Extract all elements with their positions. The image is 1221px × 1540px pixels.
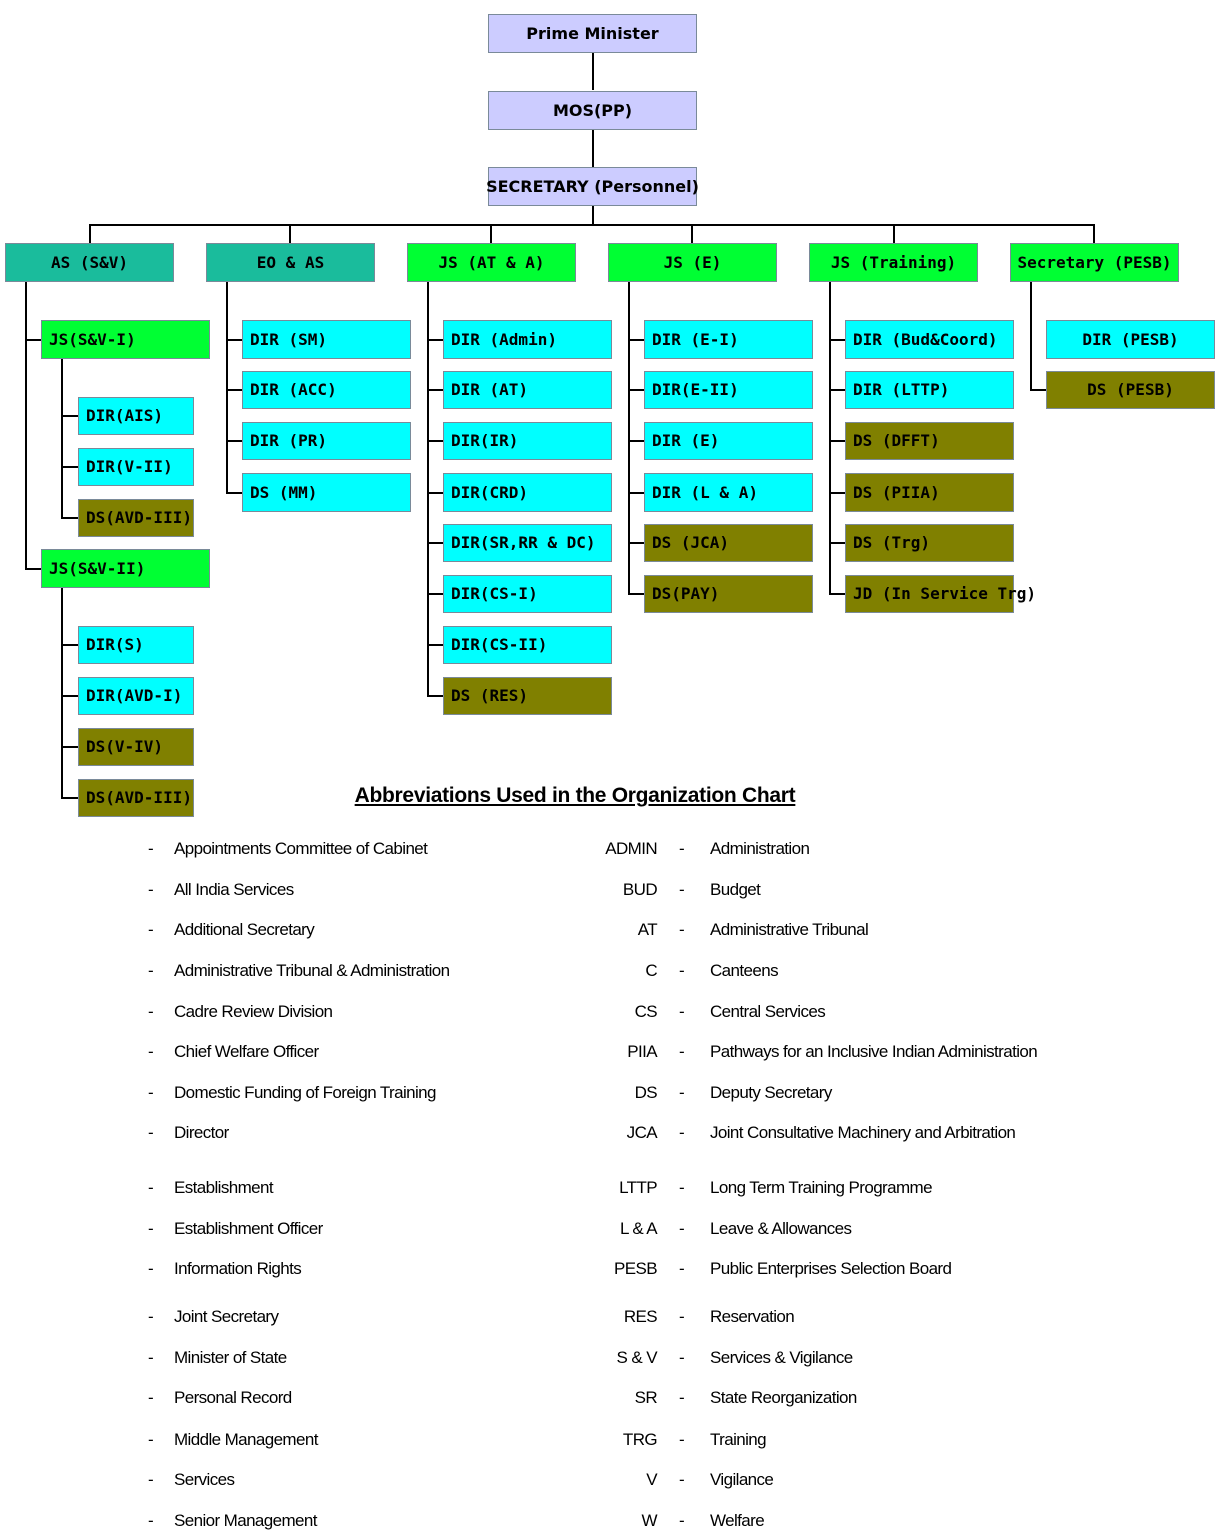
- connector-line: [893, 224, 895, 244]
- abbreviation-row: [0, 1307, 1221, 1331]
- abbreviation-dash: -: [148, 1219, 154, 1238]
- abbreviation-code: ADMIN: [605, 839, 657, 858]
- abbreviation-definition: Additional Secretary: [174, 920, 315, 939]
- ds-avd-iii-box: DS(AVD-III): [78, 499, 194, 537]
- ds-trg-box: DS (Trg): [845, 524, 1014, 562]
- abbreviation-dash: -: [148, 1388, 154, 1407]
- connector-line: [61, 358, 63, 519]
- abbreviation-code: PIIA: [627, 1042, 657, 1061]
- head-as-sv-box: AS (S&V): [5, 243, 174, 282]
- dir-v-ii-box: DIR(V-II): [78, 448, 194, 486]
- connector-line: [628, 542, 645, 544]
- abbreviation-code: C: [645, 961, 657, 980]
- connector-line: [829, 440, 846, 442]
- connector-line: [289, 224, 291, 244]
- abbreviation-code: S & V: [616, 1348, 657, 1367]
- connector-line: [61, 517, 79, 519]
- abbreviation-code: V: [646, 1470, 657, 1489]
- connector-line: [226, 389, 243, 391]
- abbreviation-definition: Services & Vigilance: [710, 1348, 853, 1367]
- connector-line: [1093, 224, 1095, 244]
- connector-line: [61, 797, 79, 799]
- abbreviation-dash: -: [679, 1219, 685, 1238]
- abbreviation-dash: -: [679, 1470, 685, 1489]
- abbreviation-dash: -: [679, 961, 685, 980]
- abbreviation-definition: Appointments Committee of Cabinet: [174, 839, 428, 858]
- abbreviation-definition: Vigilance: [710, 1470, 774, 1489]
- abbreviation-dash: -: [679, 1002, 685, 1021]
- abbreviation-dash: -: [148, 920, 154, 939]
- prime-minister-box: Prime Minister: [488, 14, 697, 53]
- abbreviation-dash: -: [148, 839, 154, 858]
- abbreviation-dash: -: [148, 1307, 154, 1326]
- ds-v-iv-box: DS(V-IV): [78, 728, 194, 766]
- connector-line: [427, 695, 444, 697]
- connector-line: [829, 542, 846, 544]
- js-sv-1-box: JS(S&V-I): [41, 320, 210, 359]
- abbreviation-row: [0, 1259, 1221, 1283]
- abbreviation-dash: -: [679, 1042, 685, 1061]
- abbreviation-definition: Establishment: [174, 1178, 273, 1197]
- abbreviation-dash: -: [148, 1123, 154, 1142]
- abbreviation-definition: Administrative Tribunal & Administration: [174, 961, 450, 980]
- ds-dfft-box: DS (DFFT): [845, 422, 1014, 460]
- abbreviation-definition: Reservation: [710, 1307, 795, 1326]
- connector-line: [61, 466, 79, 468]
- abbreviation-row: [0, 1042, 1221, 1066]
- abbreviation-definition: Public Enterprises Selection Board: [710, 1259, 952, 1278]
- abbreviation-row: [0, 1002, 1221, 1026]
- abbreviation-definition: Cadre Review Division: [174, 1002, 333, 1021]
- abbreviation-dash: -: [679, 1307, 685, 1326]
- abbreviation-dash: -: [679, 1083, 685, 1102]
- abbreviation-row: [0, 1348, 1221, 1372]
- dir-avd-i-box: DIR(AVD-I): [78, 677, 194, 715]
- connector-line: [628, 492, 645, 494]
- connector-line: [592, 129, 594, 167]
- abbreviation-definition: Leave & Allowances: [710, 1219, 852, 1238]
- dir-cs-ii-box: DIR(CS-II): [443, 626, 612, 664]
- connector-line: [427, 339, 444, 341]
- connector-line: [628, 593, 645, 595]
- abbreviation-dash: -: [148, 961, 154, 980]
- connector-line: [427, 440, 444, 442]
- js-sv-2-box: JS(S&V-II): [41, 549, 210, 588]
- abbreviation-definition: Personal Record: [174, 1388, 292, 1407]
- abbreviation-dash: -: [148, 1430, 154, 1449]
- connector-line: [427, 389, 444, 391]
- abbreviation-code: RES: [623, 1307, 657, 1326]
- connector-line: [691, 224, 693, 244]
- abbreviation-dash: -: [148, 1470, 154, 1489]
- abbreviation-dash: -: [679, 839, 685, 858]
- connector-line: [61, 415, 79, 417]
- abbreviation-definition: Chief Welfare Officer: [174, 1042, 319, 1061]
- dir-ir-box: DIR(IR): [443, 422, 612, 460]
- head-js-training-box: JS (Training): [809, 243, 978, 282]
- connector-line: [628, 339, 645, 341]
- dir-e-i-box: DIR (E-I): [644, 320, 813, 359]
- abbreviation-code: SR: [634, 1388, 657, 1407]
- dir-e-ii-box: DIR(E-II): [644, 371, 813, 409]
- connector-line: [427, 593, 444, 595]
- ds-piia-box: DS (PIIA): [845, 473, 1014, 512]
- abbreviation-definition: Middle Management: [174, 1430, 318, 1449]
- abbreviation-dash: -: [679, 1511, 685, 1530]
- dir-sr-rr-dc-box: DIR(SR,RR & DC): [443, 524, 612, 562]
- dir-acc-box: DIR (ACC): [242, 371, 411, 409]
- abbreviation-code: JCA: [626, 1123, 657, 1142]
- connector-line: [61, 746, 79, 748]
- abbreviation-definition: Establishment Officer: [174, 1219, 323, 1238]
- dir-e-box: DIR (E): [644, 422, 813, 460]
- abbreviation-definition: Minister of State: [174, 1348, 287, 1367]
- dir-cs-i-box: DIR(CS-I): [443, 575, 612, 613]
- abbreviation-dash: -: [679, 1259, 685, 1278]
- abbreviation-dash: -: [148, 1042, 154, 1061]
- abbreviation-dash: -: [148, 1083, 154, 1102]
- abbreviation-row: [0, 961, 1221, 985]
- abbreviation-row: [0, 1083, 1221, 1107]
- abbreviation-definition: All India Services: [174, 880, 294, 899]
- abbreviation-row: [0, 1123, 1221, 1147]
- connector-line: [427, 644, 444, 646]
- secretary-personnel-box: SECRETARY (Personnel): [488, 167, 697, 206]
- connector-line: [427, 542, 444, 544]
- connector-line: [829, 593, 846, 595]
- head-secretary-pesb-box: Secretary (PESB): [1010, 243, 1179, 282]
- dir-s-box: DIR(S): [78, 626, 194, 664]
- dir-sm-box: DIR (SM): [242, 320, 411, 359]
- connector-line: [25, 568, 42, 570]
- abbreviation-row: [0, 1388, 1221, 1412]
- abbreviation-row: [0, 1430, 1221, 1454]
- abbreviation-dash: -: [679, 1178, 685, 1197]
- abbreviation-definition: Budget: [710, 880, 761, 899]
- abbreviation-definition: Director: [174, 1123, 229, 1142]
- abbreviation-dash: -: [679, 1388, 685, 1407]
- connector-line: [829, 492, 846, 494]
- connector-line: [226, 281, 228, 493]
- abbreviation-dash: -: [679, 1430, 685, 1449]
- abbreviation-definition: Domestic Funding of Foreign Training: [174, 1083, 436, 1102]
- abbreviation-code: L & A: [619, 1219, 657, 1238]
- abbreviation-definition: Long Term Training Programme: [710, 1178, 932, 1197]
- connector-line: [592, 52, 594, 90]
- abbreviation-definition: Senior Management: [174, 1511, 317, 1530]
- connector-line: [1030, 389, 1047, 391]
- abbreviation-definition: Deputy Secretary: [710, 1083, 832, 1102]
- connector-line: [89, 224, 1095, 226]
- abbreviation-code: CS: [634, 1002, 657, 1021]
- jd-in-service-trg-box: JD (In Service Trg): [845, 575, 1014, 613]
- abbreviation-dash: -: [148, 1511, 154, 1530]
- dir-pr-box: DIR (PR): [242, 422, 411, 460]
- abbreviation-definition: Central Services: [710, 1002, 826, 1021]
- abbreviation-dash: -: [148, 1178, 154, 1197]
- dir-pesb-box: DIR (PESB): [1046, 320, 1215, 359]
- abbreviation-code: PESB: [614, 1259, 657, 1278]
- head-eo-as-box: EO & AS: [206, 243, 375, 282]
- head-js-e-box: JS (E): [608, 243, 777, 282]
- dir-ais-box: DIR(AIS): [78, 397, 194, 435]
- connector-line: [628, 281, 630, 594]
- connector-line: [25, 339, 42, 341]
- abbreviation-definition: State Reorganization: [710, 1388, 857, 1407]
- connector-line: [1030, 281, 1032, 391]
- abbreviation-code: AT: [637, 920, 657, 939]
- dir-at-box: DIR (AT): [443, 371, 612, 409]
- abbreviation-definition: Services: [174, 1470, 235, 1489]
- connector-line: [61, 644, 79, 646]
- dir-lttp-box: DIR (LTTP): [845, 371, 1014, 409]
- abbreviation-dash: -: [679, 880, 685, 899]
- abbreviation-dash: -: [148, 1348, 154, 1367]
- connector-line: [25, 281, 27, 569]
- abbreviation-dash: -: [148, 1002, 154, 1021]
- connector-line: [829, 339, 846, 341]
- ds-mm-box: DS (MM): [242, 473, 411, 512]
- abbreviation-definition: Pathways for an Inclusive Indian Administration: [710, 1042, 1038, 1061]
- connector-line: [226, 492, 243, 494]
- connector-line: [226, 339, 243, 341]
- connector-line: [628, 389, 645, 391]
- dir-crd-box: DIR(CRD): [443, 473, 612, 512]
- connector-line: [829, 389, 846, 391]
- abbreviations-title: Abbreviations Used in the Organization Chart: [354, 784, 796, 807]
- dir-bud-coord-box: DIR (Bud&Coord): [845, 320, 1014, 359]
- ds-pay-box: DS(PAY): [644, 575, 813, 613]
- abbreviation-row: [0, 1178, 1221, 1202]
- ds-avd-iii-box: DS(AVD-III): [78, 779, 194, 817]
- abbreviation-dash: -: [148, 880, 154, 899]
- dir-l-a-box: DIR (L & A): [644, 473, 813, 512]
- abbreviation-definition: Training: [710, 1430, 766, 1449]
- abbreviation-row: [0, 880, 1221, 904]
- abbreviation-row: [0, 1219, 1221, 1243]
- abbreviation-row: [0, 1511, 1221, 1535]
- abbreviation-definition: Joint Secretary: [174, 1307, 279, 1326]
- ds-jca-box: DS (JCA): [644, 524, 813, 562]
- abbreviation-code: TRG: [622, 1430, 657, 1449]
- abbreviation-definition: Administration: [710, 839, 810, 858]
- connector-line: [61, 587, 63, 799]
- abbreviation-code: DS: [634, 1083, 657, 1102]
- connector-line: [226, 440, 243, 442]
- abbreviation-code: LTTP: [619, 1178, 657, 1197]
- abbreviation-dash: -: [679, 920, 685, 939]
- abbreviation-definition: Canteens: [710, 961, 778, 980]
- mos-pp-box: MOS(PP): [488, 91, 697, 130]
- connector-line: [89, 224, 91, 244]
- abbreviation-dash: -: [679, 1123, 685, 1142]
- ds-pesb-box: DS (PESB): [1046, 371, 1215, 409]
- abbreviation-dash: -: [148, 1259, 154, 1278]
- connector-line: [592, 205, 594, 225]
- head-js-at-a-box: JS (AT & A): [407, 243, 576, 282]
- abbreviation-definition: Joint Consultative Machinery and Arbitration: [710, 1123, 1016, 1142]
- connector-line: [628, 440, 645, 442]
- connector-line: [61, 695, 79, 697]
- connector-line: [427, 281, 429, 696]
- abbreviation-row: [0, 920, 1221, 944]
- abbreviation-code: BUD: [622, 880, 657, 899]
- abbreviation-definition: Welfare: [710, 1511, 765, 1530]
- connector-line: [829, 281, 831, 594]
- ds-res-box: DS (RES): [443, 677, 612, 715]
- abbreviation-dash: -: [679, 1348, 685, 1367]
- abbreviation-definition: Information Rights: [174, 1259, 302, 1278]
- connector-line: [490, 224, 492, 244]
- abbreviation-code: W: [641, 1511, 657, 1530]
- abbreviation-row: [0, 1470, 1221, 1494]
- abbreviation-definition: Administrative Tribunal: [710, 920, 869, 939]
- dir-admin-box: DIR (Admin): [443, 320, 612, 359]
- abbreviation-row: [0, 839, 1221, 863]
- connector-line: [427, 492, 444, 494]
